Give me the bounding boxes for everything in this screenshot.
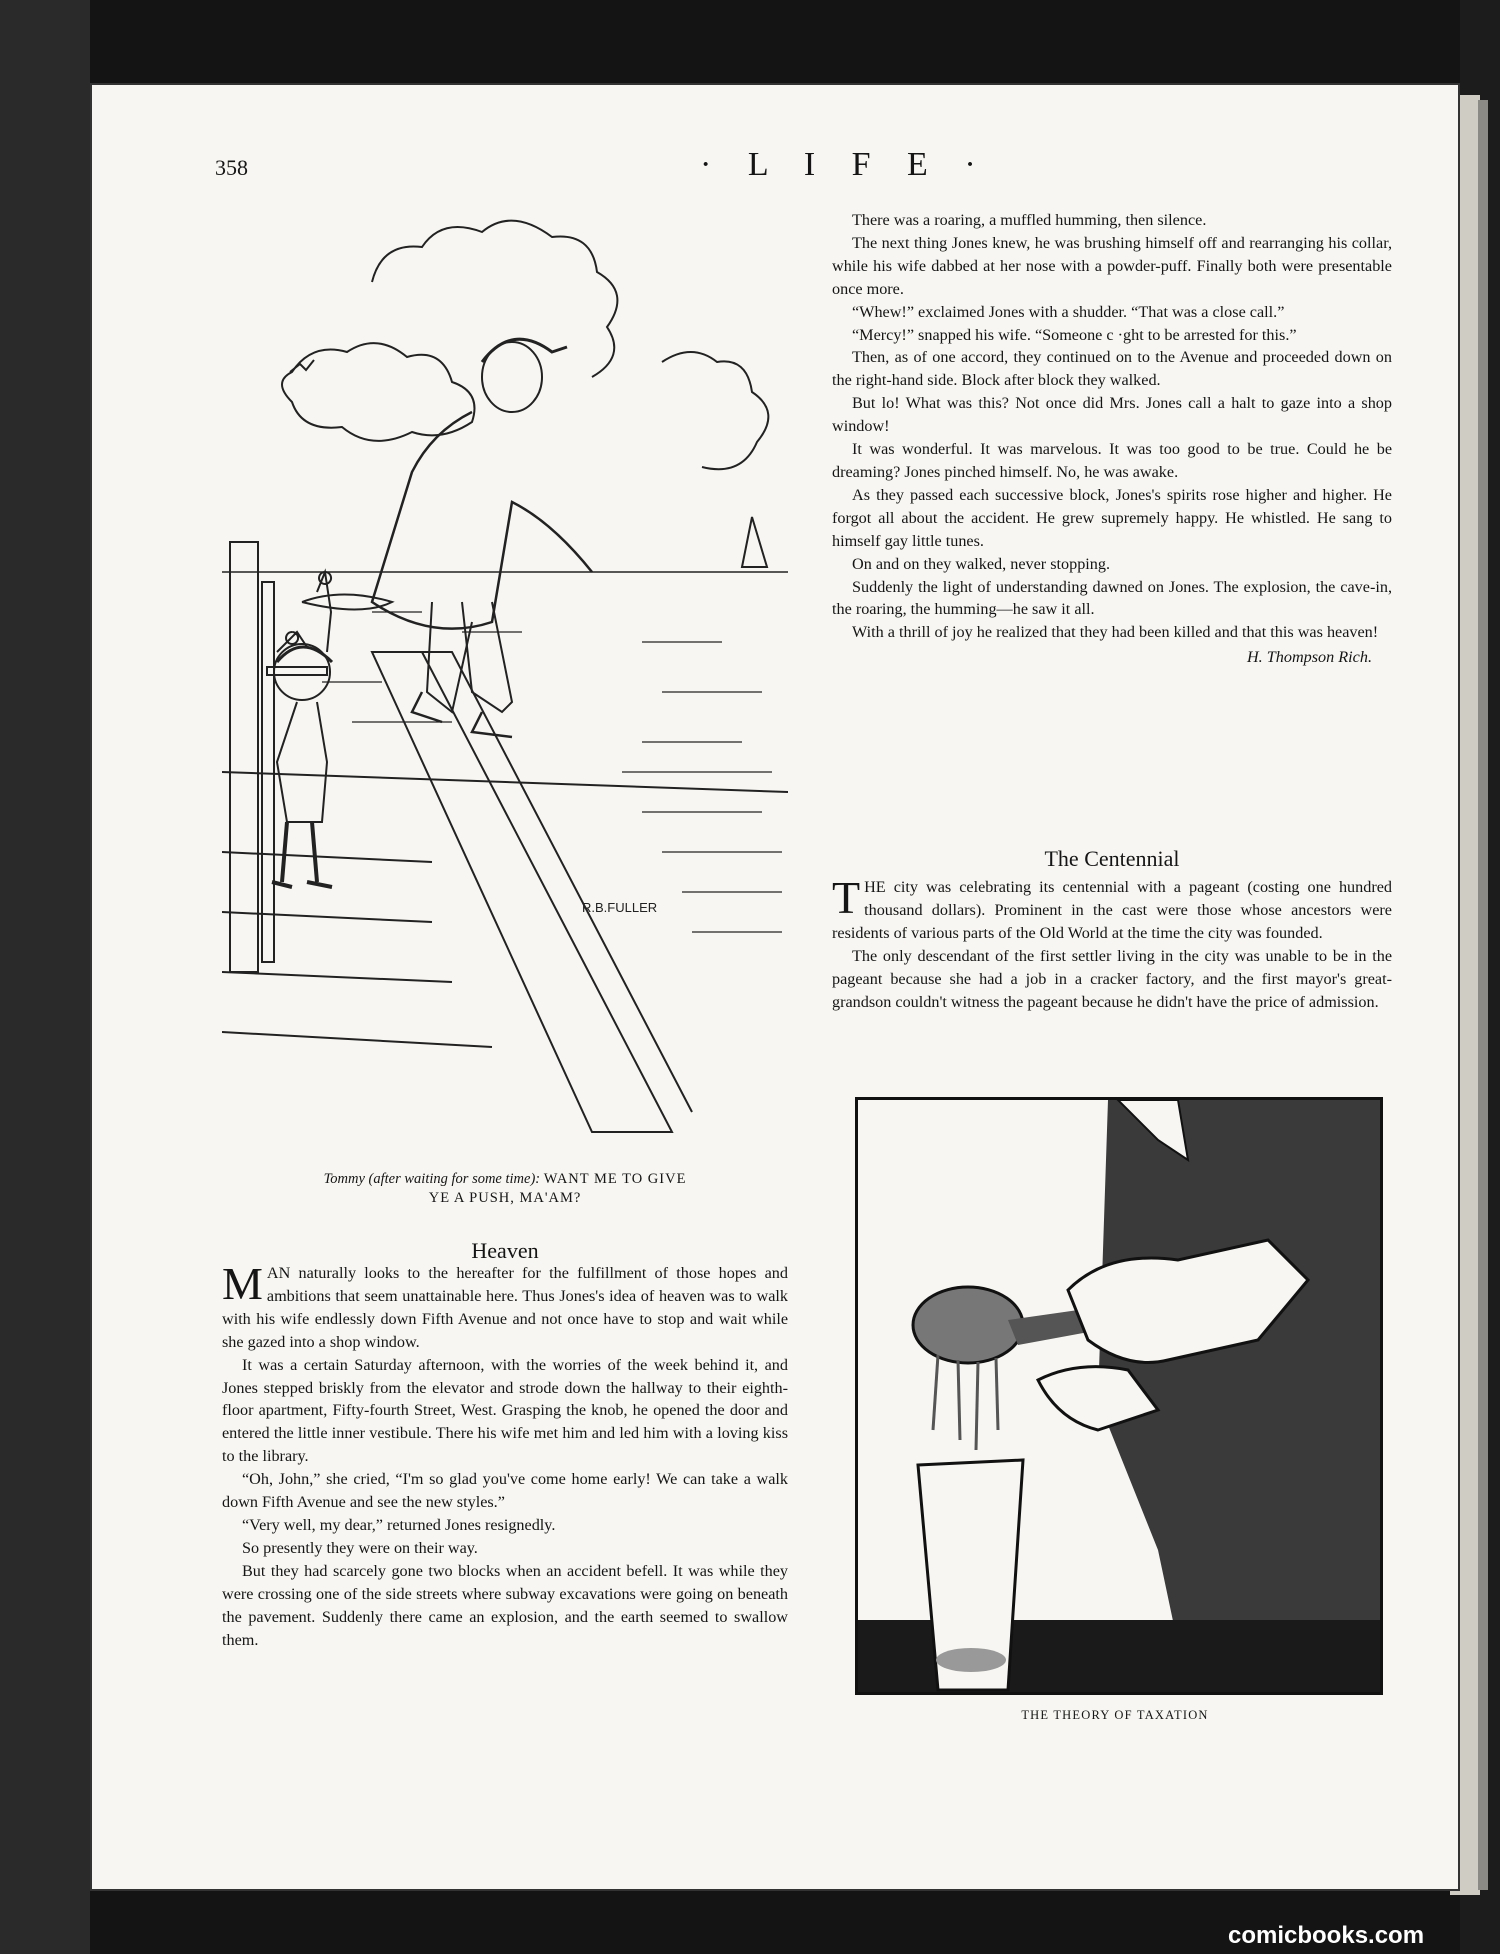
heaven-paragraph: It was wonderful. It was marvelous. It was too good to be true. Could he be dreaming? Jones pinched himself. No, he was awake. bbox=[832, 440, 1392, 481]
heaven-body bbox=[222, 1258, 788, 1651]
centennial-paragraph: THE city was celebrating its centennial with a pageant (costing one hundred thousand dollars). Prominent in the cast were those whose ancestors were residents of various parts of the Old World at the time the city was founded. bbox=[832, 872, 1392, 942]
heaven-dropcap: M bbox=[222, 1258, 263, 1309]
heaven-paragraph: Then, as of one accord, they continued on to the Avenue and proceeded down on the right-hand side. Block after block they walked. bbox=[832, 348, 1392, 390]
heaven-paragraph: Suddenly the light of understanding dawned on Jones. The explosion, the cave-in, the roaring, the humming—he saw it all. bbox=[832, 577, 1392, 619]
watermark: comicbooks.com bbox=[1228, 1922, 1425, 1949]
heaven-paragraph: The next thing Jones knew, he was brushing himself off and rearranging his collar, while his wife dabbed at her nose with a powder-puff. Finally both were presentable once more. bbox=[832, 233, 1392, 298]
scan-border-left bbox=[0, 0, 90, 1954]
heaven-paragraph: But they had scarcely gone two blocks when an accident befell. It was while they were crossing one of the side streets where subway excavations were going on beneath the pavement. Suddenly there came an explosion, and the earth seemed to swallow them. bbox=[222, 1561, 788, 1649]
centennial-paragraph: The only descendant of the first settler living in the city was unable to be in the pageant because she had a job in a cracker factory, and the first mayor's great-grandson couldn't witness the pageant because he didn't have the price of admission. bbox=[832, 946, 1392, 1011]
centennial-dropcap: T bbox=[832, 872, 861, 923]
page-number: 358 bbox=[215, 155, 248, 180]
heaven-paragraph: So presently they were on their way. bbox=[242, 1538, 478, 1557]
heaven-paragraph: There was a roaring, a muffled humming, then silence. bbox=[852, 211, 1207, 229]
cartoon-caption bbox=[222, 1170, 788, 1208]
cartoon-illustration bbox=[222, 212, 788, 1162]
heaven-paragraph: But lo! What was this? Not once did Mrs. Jones call a halt to gaze into a shop window! bbox=[832, 394, 1392, 436]
heaven-paragraph: “Oh, John,” she cried, “I'm so glad you've come home early! We can take a walk down Fifth Avenue and see the new styles.” bbox=[222, 1470, 788, 1512]
heaven-paragraph: With a thrill of joy he realized that they had been killed and that this was heaven! bbox=[852, 623, 1379, 642]
caption-line-1: WANT ME TO GIVE bbox=[543, 1171, 687, 1187]
heaven-paragraph: As they passed each successive block, Jones's spirits rose higher and higher. He forgot all about the accident. He grew supremely happy. He whistled. He sang to himself gay little tunes. bbox=[832, 485, 1392, 550]
author-signature: H. Thompson Rich. bbox=[1246, 648, 1372, 667]
caption-speaker: Tommy (after waiting for some time): bbox=[323, 1171, 541, 1187]
taxation-caption: THE THEORY OF TAXATION bbox=[1021, 1708, 1209, 1722]
taxation-drawing bbox=[858, 1100, 1380, 1692]
page-edge-shadow bbox=[1478, 100, 1488, 1890]
caption-line-2: YE A PUSH, MA'AM? bbox=[428, 1190, 582, 1206]
heaven-paragraph: MAN naturally looks to the hereafter for the fulfillment of those hopes and ambitions that seem unattainable here. Thus Jones's idea of heaven was to walk with his wife endlessly down Fifth Avenue and not once have to stop and wait while she gazed into a shop window. bbox=[222, 1258, 788, 1351]
taxation-illustration bbox=[855, 1097, 1383, 1695]
heaven-paragraph: It was a certain Saturday afternoon, with the worries of the week behind it, and Jones stepped briskly from the elevator and strode down the hallway to their eighth-floor apartment, Fifty-fourth Street, West. Grasping the knob, he opened the door and entered the little inner vestibule. There his wife met him and led him with a loving kiss to the library. bbox=[222, 1355, 788, 1466]
artist-signature: R.B.FULLER bbox=[582, 900, 658, 915]
heaven-paragraph: “Whew!” exclaimed Jones with a shudder. “That was a close call.” bbox=[852, 302, 1285, 321]
masthead: · L I F E · bbox=[700, 146, 990, 183]
centennial-body bbox=[832, 872, 1392, 1013]
heaven-continued bbox=[832, 209, 1392, 669]
heaven-paragraph: “Very well, my dear,” returned Jones resignedly. bbox=[242, 1515, 556, 1534]
heaven-paragraph: On and on they walked, never stopping. bbox=[852, 554, 1111, 573]
centennial-title: The Centennial bbox=[1044, 846, 1180, 871]
heaven-title: Heaven bbox=[471, 1238, 539, 1263]
heaven-paragraph: “Mercy!” snapped his wife. “Someone c ·ght to be arrested for this.” bbox=[852, 325, 1297, 344]
